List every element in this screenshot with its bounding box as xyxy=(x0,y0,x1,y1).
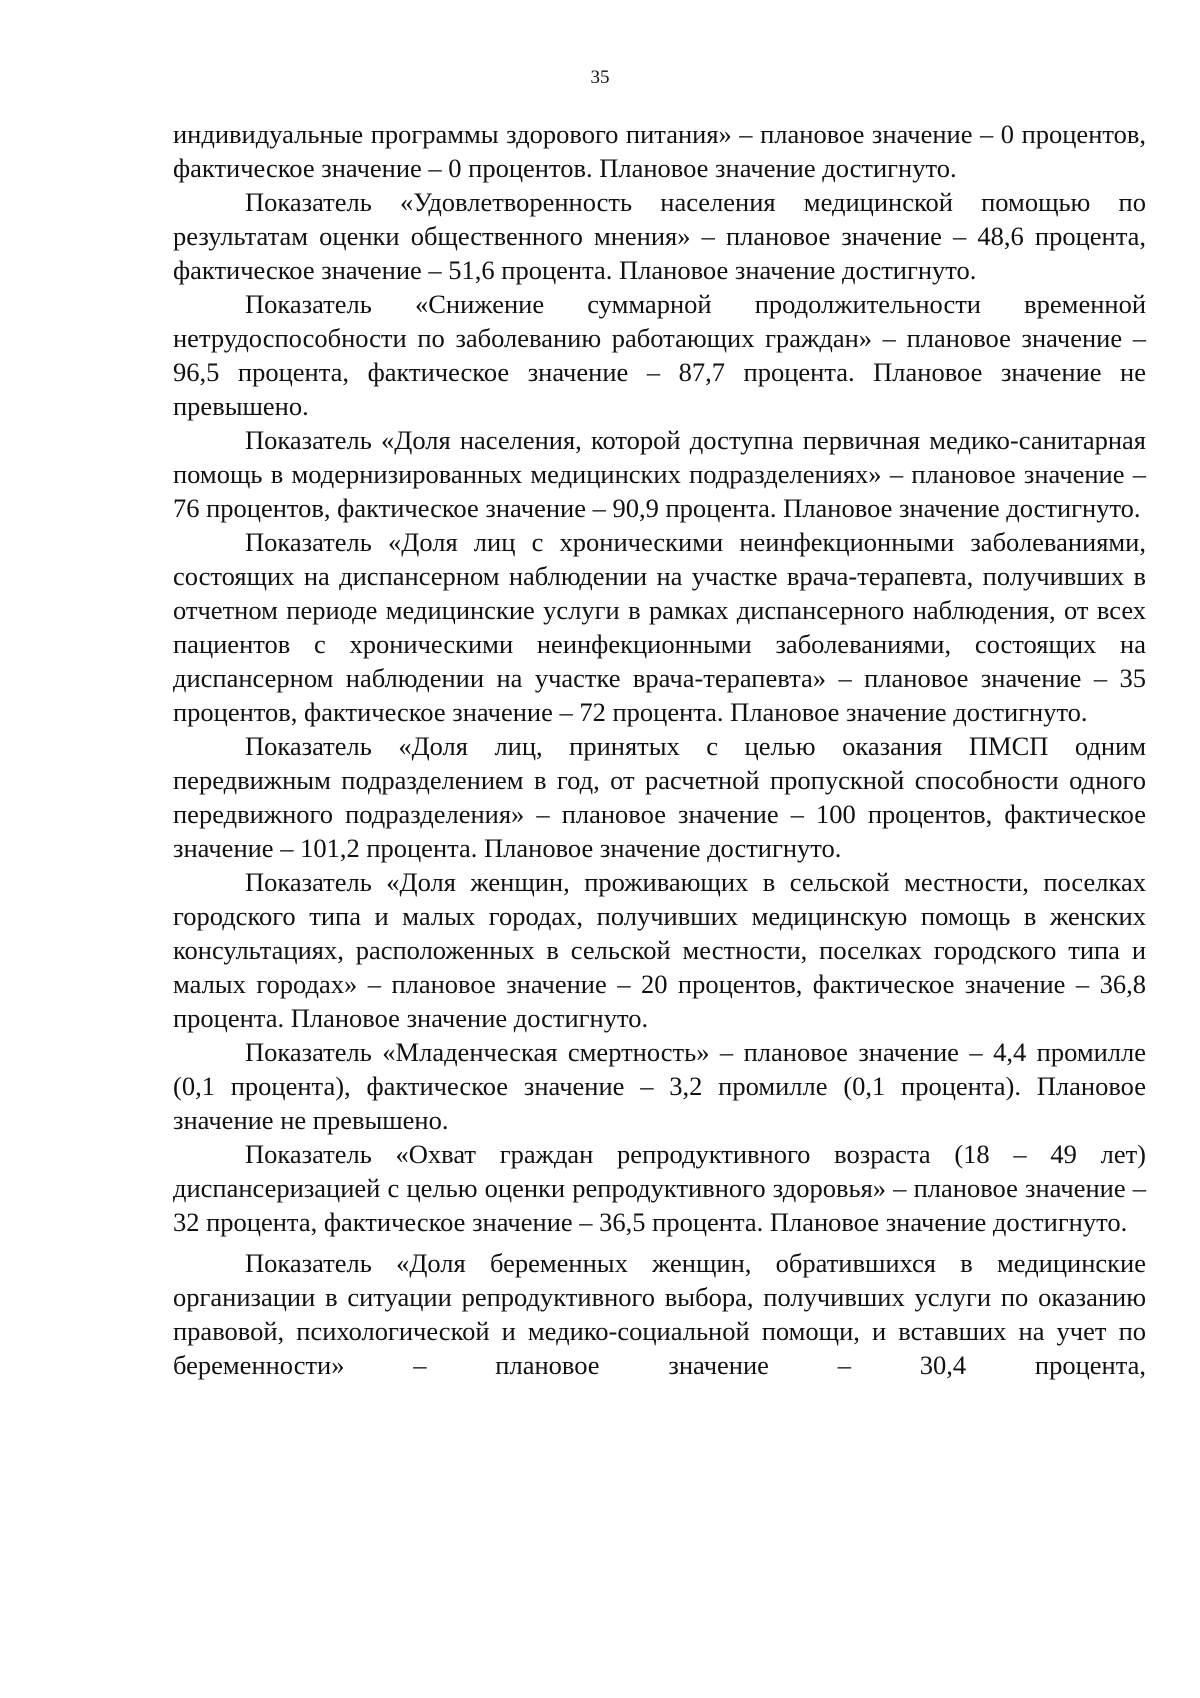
paragraph-infant-mortality-indicator: Показатель «Младенческая смертность» – плановое значение – 4,4 промилле (0,1 процента), фактическое значение – 3,2 промилле (0,1 процента). Плановое значение не превышено. xyxy=(173,1037,1146,1135)
paragraph-mobile-unit-indicator: Показатель «Доля лиц, принятых с целью оказания ПМСП одним передвижным подразделением в год, от расчетной пропускной способности одного передвижного подразделения» – плановое значение – 100 процентов, фактическое значение – 101,2 процента. Плановое значение достигнуто. xyxy=(173,731,1146,863)
paragraph-rural-women-indicator: Показатель «Доля женщин, проживающих в сельской местности, поселках городского типа и малых городах, получивших медицинскую помощь в женских консультациях, расположенных в сельской местности, поселках городского типа и малых городах» – плановое значение – 20 процентов, фактическое значение – 36,8 процента. Плановое значение достигнуто. xyxy=(173,867,1146,1033)
document-body xyxy=(173,117,1146,1382)
paragraph-continuation: индивидуальные программы здорового питания» – плановое значение – 0 процентов, фактическое значение – 0 процентов. Плановое значение достигнуто. xyxy=(173,119,1146,183)
paragraph-chronic-disease-indicator: Показатель «Доля лиц с хроническими неинфекционными заболеваниями, состоящих на диспансерном наблюдении на участке врача-терапевта, получивших в отчетном периоде медицинские услуги в рамках диспансерного наблюдения, от всех пациентов с хроническими неинфекционными заболеваниями, состоящих на диспансерном наблюдении на участке врача-терапевта» – плановое значение – 35 процентов, фактическое значение – 72 процента. Плановое значение достигнуто. xyxy=(173,527,1146,727)
paragraph-disability-indicator: Показатель «Снижение суммарной продолжительности временной нетрудоспособности по заболеванию работающих граждан» – плановое значение – 96,5 процента, фактическое значение – 87,7 процента. Плановое значение не превышено. xyxy=(173,289,1146,421)
paragraph-satisfaction-indicator: Показатель «Удовлетворенность населения медицинской помощью по результатам оценки общественного мнения» – плановое значение – 48,6 процента, фактическое значение – 51,6 процента. Плановое значение достигнуто. xyxy=(173,187,1146,285)
paragraph-reproductive-screening-indicator: Показатель «Охват граждан репродуктивного возраста (18 – 49 лет) диспансеризацией с целью оценки репродуктивного здоровья» – плановое значение – 32 процента, фактическое значение – 36,5 процента. Плановое значение достигнуто. xyxy=(173,1139,1146,1237)
paragraph-pregnant-women-indicator: Показатель «Доля беременных женщин, обратившихся в медицинские организации в ситуации репродуктивного выбора, получивших услуги по оказанию правовой, психологической и медико-социальной помощи, и вставших на учет по беременности» – плановое значение – 30,4 процента, xyxy=(173,1248,1146,1380)
paragraph-primary-care-access-indicator: Показатель «Доля населения, которой доступна первичная медико-санитарная помощь в модернизированных медицинских подразделениях» – плановое значение – 76 процентов, фактическое значение – 90,9 процента. Плановое значение достигнуто. xyxy=(173,425,1146,523)
page-number: 35 xyxy=(590,67,610,88)
